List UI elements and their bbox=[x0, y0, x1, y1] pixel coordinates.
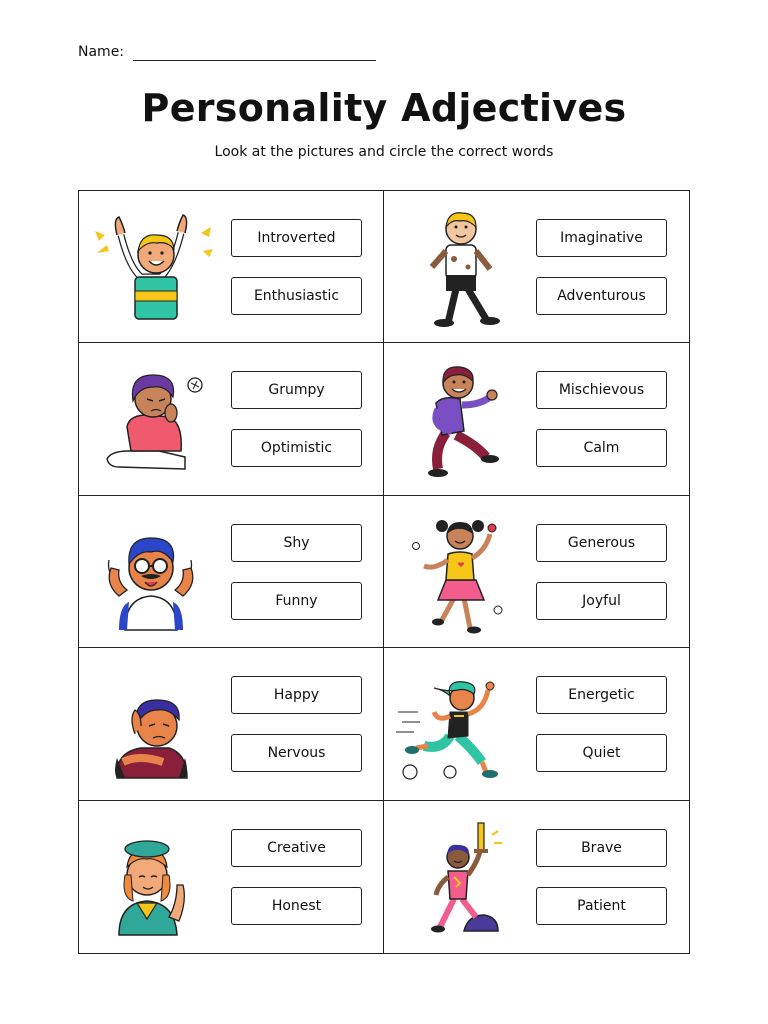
option-happy[interactable]: Happy bbox=[231, 676, 362, 714]
option-generous[interactable]: Generous bbox=[536, 524, 667, 562]
option-calm[interactable]: Calm bbox=[536, 429, 667, 467]
page-title: Personality Adjectives bbox=[141, 86, 627, 130]
option-enthusiastic[interactable]: Enthusiastic bbox=[231, 277, 362, 315]
cheering-boy-icon bbox=[89, 205, 213, 329]
brave-boy-sword-icon bbox=[394, 815, 518, 939]
option-joyful[interactable]: Joyful bbox=[536, 582, 667, 620]
option-adventurous[interactable]: Adventurous bbox=[536, 277, 667, 315]
option-optimistic[interactable]: Optimistic bbox=[231, 429, 362, 467]
card-3 bbox=[79, 343, 384, 495]
card-6 bbox=[384, 496, 689, 648]
nervous-boy-icon bbox=[89, 662, 213, 786]
option-brave[interactable]: Brave bbox=[536, 829, 667, 867]
card-9 bbox=[79, 801, 384, 953]
option-mischievous[interactable]: Mischievous bbox=[536, 371, 667, 409]
option-introverted[interactable]: Introverted bbox=[231, 219, 362, 257]
dancing-girl-icon bbox=[394, 510, 518, 634]
instructions: Look at the pictures and circle the correct words bbox=[214, 144, 554, 160]
card-8 bbox=[384, 648, 689, 800]
option-nervous[interactable]: Nervous bbox=[231, 734, 362, 772]
card-1 bbox=[79, 191, 384, 343]
option-grumpy[interactable]: Grumpy bbox=[231, 371, 362, 409]
card-10 bbox=[384, 801, 689, 953]
sneaky-boy-icon bbox=[394, 357, 518, 481]
card-2 bbox=[384, 191, 689, 343]
option-shy[interactable]: Shy bbox=[231, 524, 362, 562]
worksheet-grid bbox=[78, 190, 690, 954]
muddy-boy-icon bbox=[394, 205, 518, 329]
funny-glasses-boy-icon bbox=[89, 510, 213, 634]
name-label: Name: bbox=[78, 44, 125, 60]
card-5 bbox=[79, 496, 384, 648]
option-honest[interactable]: Honest bbox=[231, 887, 362, 925]
option-imaginative[interactable]: Imaginative bbox=[536, 219, 667, 257]
card-7 bbox=[79, 648, 384, 800]
option-quiet[interactable]: Quiet bbox=[536, 734, 667, 772]
option-energetic[interactable]: Energetic bbox=[536, 676, 667, 714]
running-girl-icon bbox=[394, 662, 518, 786]
scout-girl-icon bbox=[89, 815, 213, 939]
option-creative[interactable]: Creative bbox=[231, 829, 362, 867]
name-input-line[interactable] bbox=[133, 60, 376, 61]
card-4 bbox=[384, 343, 689, 495]
grumpy-girl-icon bbox=[89, 357, 213, 481]
option-funny[interactable]: Funny bbox=[231, 582, 362, 620]
option-patient[interactable]: Patient bbox=[536, 887, 667, 925]
